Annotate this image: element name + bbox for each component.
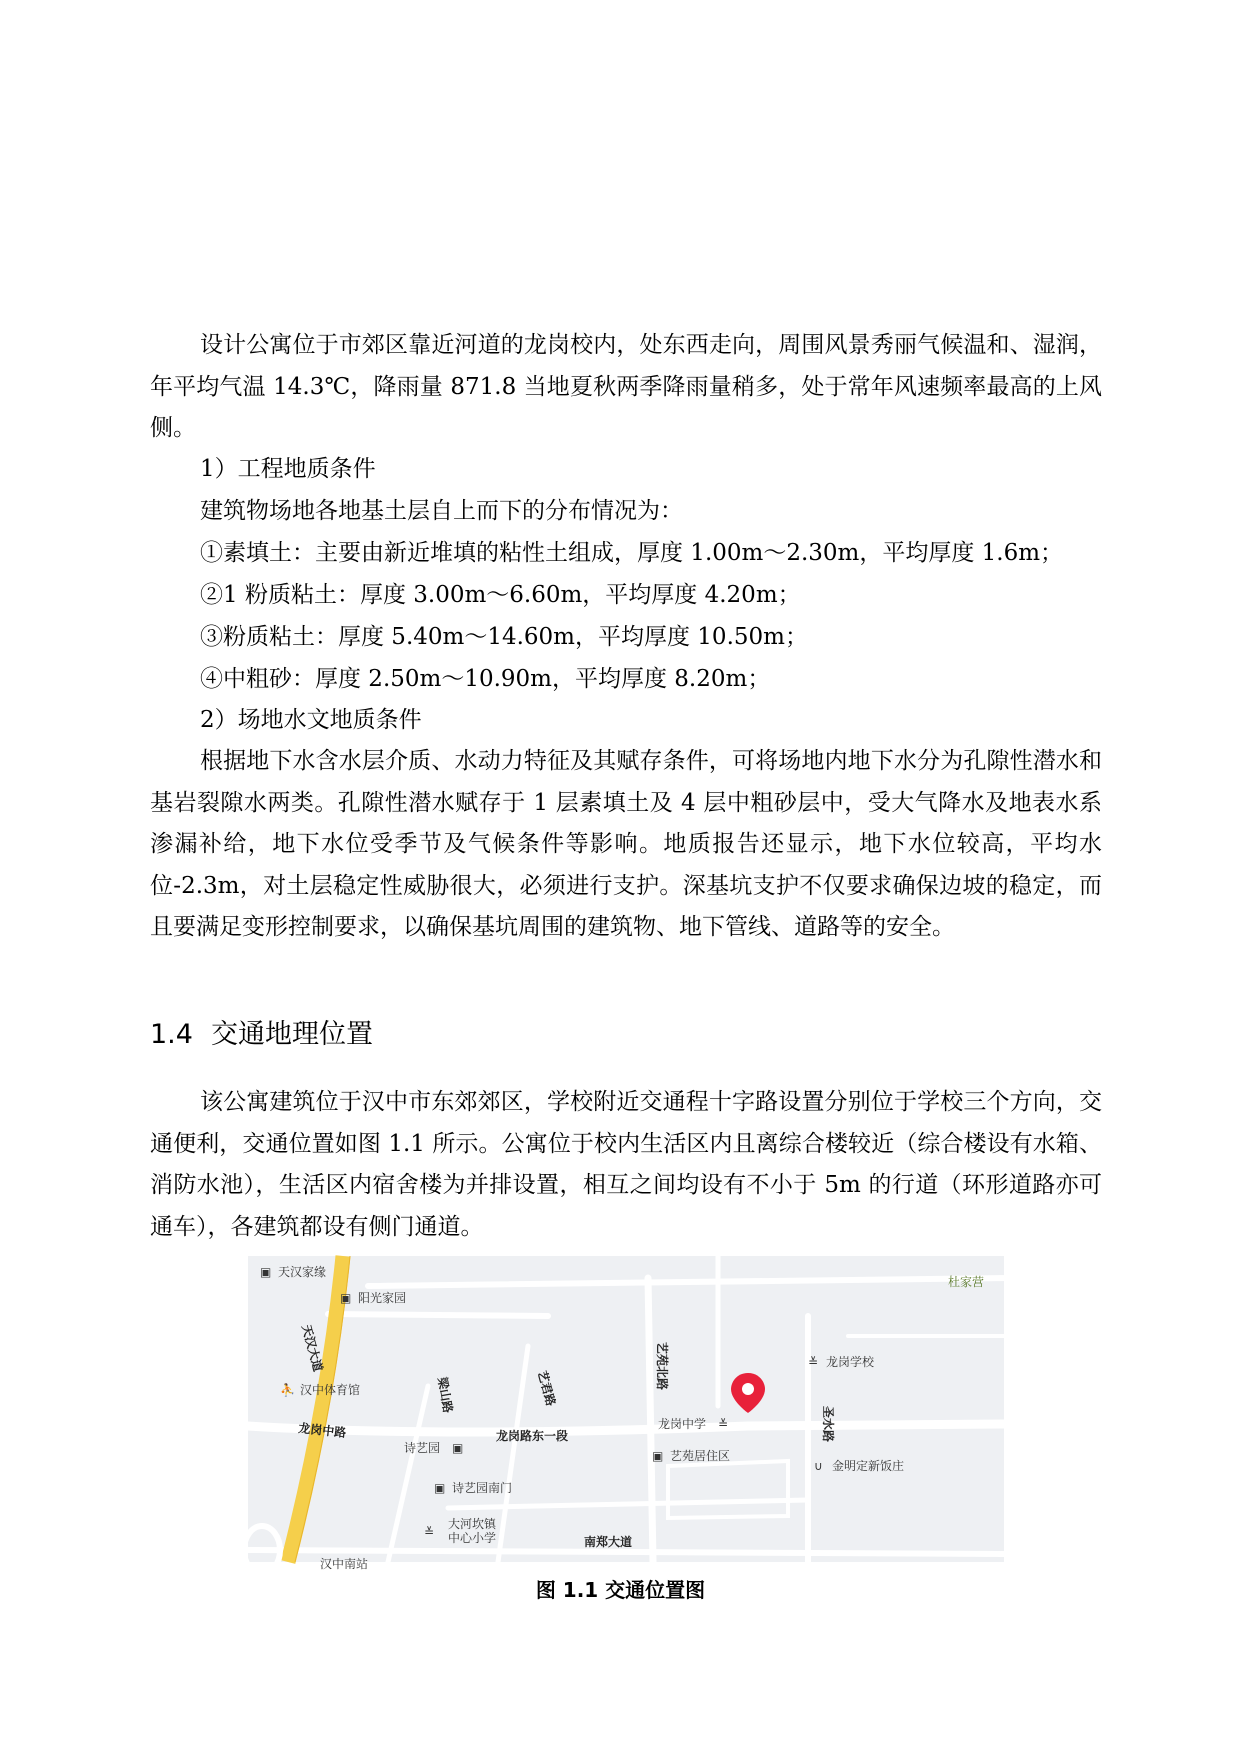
poi-icon: ▣ — [260, 1265, 272, 1279]
section-title: 交通地理位置 — [210, 1019, 373, 1050]
map-label-yangguang-jiayuan: 阳光家园 — [358, 1291, 407, 1305]
restaurant-icon: ∪ — [814, 1459, 823, 1473]
map-label-jinmingding: 金明定新饭庄 — [832, 1459, 905, 1473]
poi-icon: ▣ — [434, 1481, 446, 1495]
map-label-daheken-2: 中心小学 — [448, 1531, 497, 1545]
map-label-longgang-zhonglu: 龙岗中路 — [297, 1421, 347, 1441]
stadium-icon: ⛹ — [280, 1383, 295, 1397]
map-label-yijun-lu: 艺君路 — [535, 1369, 558, 1408]
poi-icon: ▣ — [452, 1441, 464, 1455]
map-label-tianhan-dadao: 天汉大道 — [299, 1323, 326, 1374]
school-icon: ≚ — [424, 1525, 435, 1539]
school-icon: ≚ — [808, 1355, 819, 1369]
map-label-yiyuan-beilu: 艺苑北路 — [655, 1342, 669, 1391]
paragraph-traffic: 该公寓建筑位于汉中市东郊郊区，学校附近交通程十字路设置分别位于学校三个方向，交通便利，交通位置如图 1.1 所示。公寓位于校内生活区内且离综合楼较近（综合楼设有水箱、消防水池），生活区内宿舍楼为并排设置，相互之间均设有不小于 5m 的行道（环形道路亦可通车），各建筑都设有侧门通道。 — [150, 1089, 1102, 1240]
map-label-shengshui-lu: 圣水路 — [821, 1406, 835, 1443]
map-label-yiyuan-juzhuqu: 艺苑居住区 — [670, 1449, 731, 1463]
map-label-tianhan-jiayuan: 天汉家缘 — [278, 1265, 327, 1279]
poi-icon: ▣ — [340, 1291, 352, 1305]
soil-layer-1: ①素填土：主要由新近堆填的粘性土组成，厚度 1.00m～2.30m，平均厚度 1.6m； — [200, 540, 1064, 566]
poi-icon: ▣ — [652, 1449, 664, 1463]
section-number: 1.4 — [150, 1019, 193, 1050]
map-label-hanzhong-nanzhan: 汉中南站 — [320, 1557, 369, 1571]
school-icon: ≚ — [718, 1417, 729, 1431]
map-label-tiyuguan: 汉中体育馆 — [300, 1383, 361, 1397]
map-svg — [248, 1256, 1004, 1571]
map-label-nanzheng-dadao: 南郑大道 — [584, 1535, 633, 1549]
soil-layer-3: ③粉质粘土：厚度 5.40m～14.60m，平均厚度 10.50m； — [200, 624, 808, 650]
map-label-liangshan-lu: 梁山路 — [435, 1376, 456, 1414]
map-label-shiyiyuan-nanmen: 诗艺园南门 — [452, 1481, 513, 1495]
map-label-longgang-zhongxue: 龙岗中学 — [658, 1417, 707, 1431]
map-label-daheken-1: 大河坎镇 — [448, 1517, 497, 1531]
soil-layer-4: ④中粗砂：厚度 2.50m～10.90m，平均厚度 8.20m； — [200, 666, 771, 692]
map-label-shiyiyuan: 诗艺园 — [404, 1441, 441, 1455]
subheading-hydrology: 2）场地水文地质条件 — [200, 707, 422, 733]
section-heading — [150, 1015, 373, 1055]
paragraph-hydrology: 根据地下水含水层介质、水动力特征及其赋存条件，可将场地内地下水分为孔隙性潜水和基岩裂隙水两类。孔隙性潜水赋存于 1 层素填土及 4 层中粗砂层中，受大气降水及地表水系渗漏补给，地下水位受季节及气候条件等影响。地质报告还显示，地下水位较高，平均水位-2.3m，对土层稳定性威胁很大，必须进行支护。深基坑支护不仅要求确保边坡的稳定，而且要满足变形控制要求，以确保基坑周围的建筑物、地下管线、道路等的安全。 — [150, 748, 1102, 941]
figure-caption: 图 1.1 交通位置图 — [535, 1578, 706, 1602]
map-label-du-jia-ying: 杜家营 — [948, 1275, 985, 1289]
geology-intro: 建筑物场地各地基土层自上而下的分布情况为： — [200, 498, 683, 524]
paragraph-climate: 设计公寓位于市郊区靠近河道的龙岗校内，处东西走向，周围风景秀丽气候温和、湿润，年平均气温 14.3℃，降雨量 871.8 当地夏秋两季降雨量稍多，处于常年风速频率最高的上风侧。 — [150, 332, 1102, 442]
subheading-geology: 1）工程地质条件 — [200, 456, 376, 482]
map-label-longgang-dongyiduan: 龙岗路东一段 — [496, 1429, 569, 1443]
location-map — [248, 1256, 1004, 1571]
soil-layer-2: ②1 粉质粘土：厚度 3.00m～6.60m，平均厚度 4.20m； — [200, 582, 801, 608]
map-label-longgang-xuexiao: 龙岗学校 — [826, 1355, 875, 1369]
